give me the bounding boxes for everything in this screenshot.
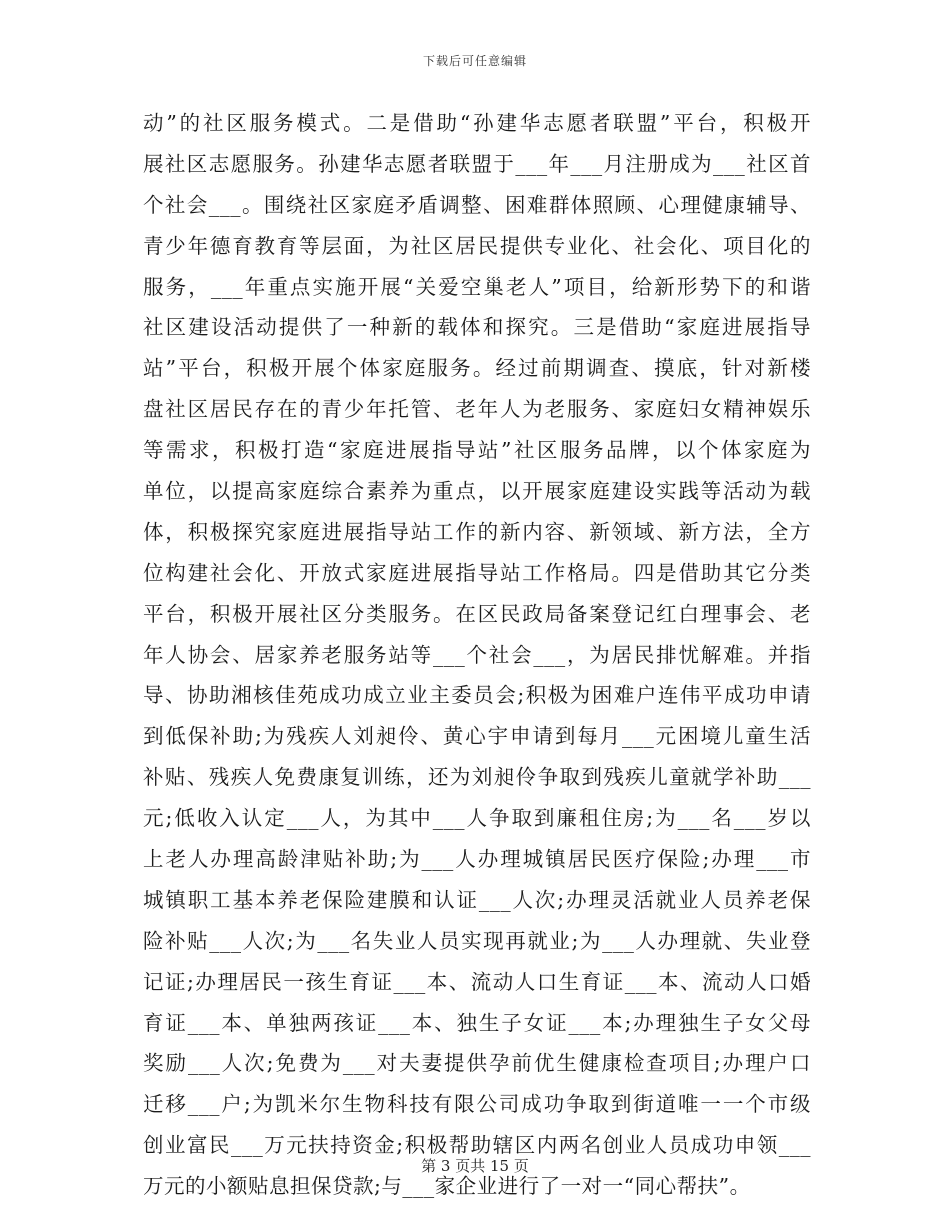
page-number: 第 3 页共 15 页 [421,1157,529,1175]
body-line: 个社会___。围绕社区家庭矛盾调整、困难群体照顾、心理健康辅导、 [143,192,811,217]
body-line: 平台，积极开展社区分类服务。在区民政局备案登记红白理事会、老 [143,601,811,626]
body-line: 服务，___年重点实施开展“关爱空巢老人”项目，给新形势下的和谐 [143,274,811,299]
body-line: 迁移___户;为凯米尔生物科技有限公司成功争取到街道唯一一个市级 [143,1092,811,1117]
body-line: 记证;办理居民一孩生育证___本、流动人口生育证___本、流动人口婚 [143,969,811,994]
body-line: 社区建设活动提供了一种新的载体和探究。三是借助“家庭进展指导 [143,315,811,340]
page-header: 下载后可任意编辑 [422,54,527,68]
body-line: 补贴、残疾人免费康复训练，还为刘昶伶争取到残疾儿童就学补助___ [143,765,811,790]
body-line: 元;低收入认定___人，为其中___人争取到廉租住房;为___名___岁以 [143,806,811,831]
body-line: 上老人办理高龄津贴补助;为___人办理城镇居民医疗保险;办理___市 [143,847,811,872]
body-line: 城镇职工基本养老保险建膜和认证___人次;办理灵活就业人员养老保 [143,887,811,912]
body-line: 导、协助湘核佳苑成功成立业主委员会;积极为困难户连伟平成功申请 [143,683,811,708]
body-line: 青少年德育教育等层面，为社区居民提供专业化、社会化、项目化的 [143,233,811,258]
body-line: 育证___本、单独两孩证___本、独生子女证___本;办理独生子女父母 [143,1010,811,1035]
body-line: 险补贴___人次;为___名失业人员实现再就业;为___人办理就、失业登 [143,928,811,953]
body-line: 单位，以提高家庭综合素养为重点，以开展家庭建设实践等活动为载 [143,479,811,504]
body-line: 动”的社区服务模式。二是借助“孙建华志愿者联盟”平台，积极开 [143,111,811,135]
document-body [143,103,811,1207]
body-line: 万元的小额贴息担保贷款;与___家企业进行了一对一“同心帮扶”。 [143,1174,751,1199]
body-line: 体，积极探究家庭进展指导站工作的新内容、新领域、新方法，全方 [143,519,811,544]
body-line: 展社区志愿服务。孙建华志愿者联盟于___年___月注册成为___社区首 [143,151,811,176]
body-line: 创业富民___万元扶持资金;积极帮助辖区内两名创业人员成功申领___ [143,1133,811,1158]
body-line: 奖励___人次;免费为___对夫妻提供孕前优生健康检查项目;办理户口 [143,1051,811,1076]
body-line: 盘社区居民存在的青少年托管、老年人为老服务、家庭妇女精神娱乐 [143,397,811,422]
body-line: 年人协会、居家养老服务站等___个社会___，为居民排忧解难。并指 [143,642,811,667]
body-line: 等需求，积极打造“家庭进展指导站”社区服务品牌，以个体家庭为 [143,438,811,463]
body-line: 到低保补助;为残疾人刘昶伶、黄心宇申请到每月___元困境儿童生活 [143,724,811,749]
body-line: 位构建社会化、开放式家庭进展指导站工作格局。四是借助其它分类 [143,560,811,585]
body-line: 站”平台，积极开展个体家庭服务。经过前期调查、摸底，针对新楼 [143,356,811,381]
